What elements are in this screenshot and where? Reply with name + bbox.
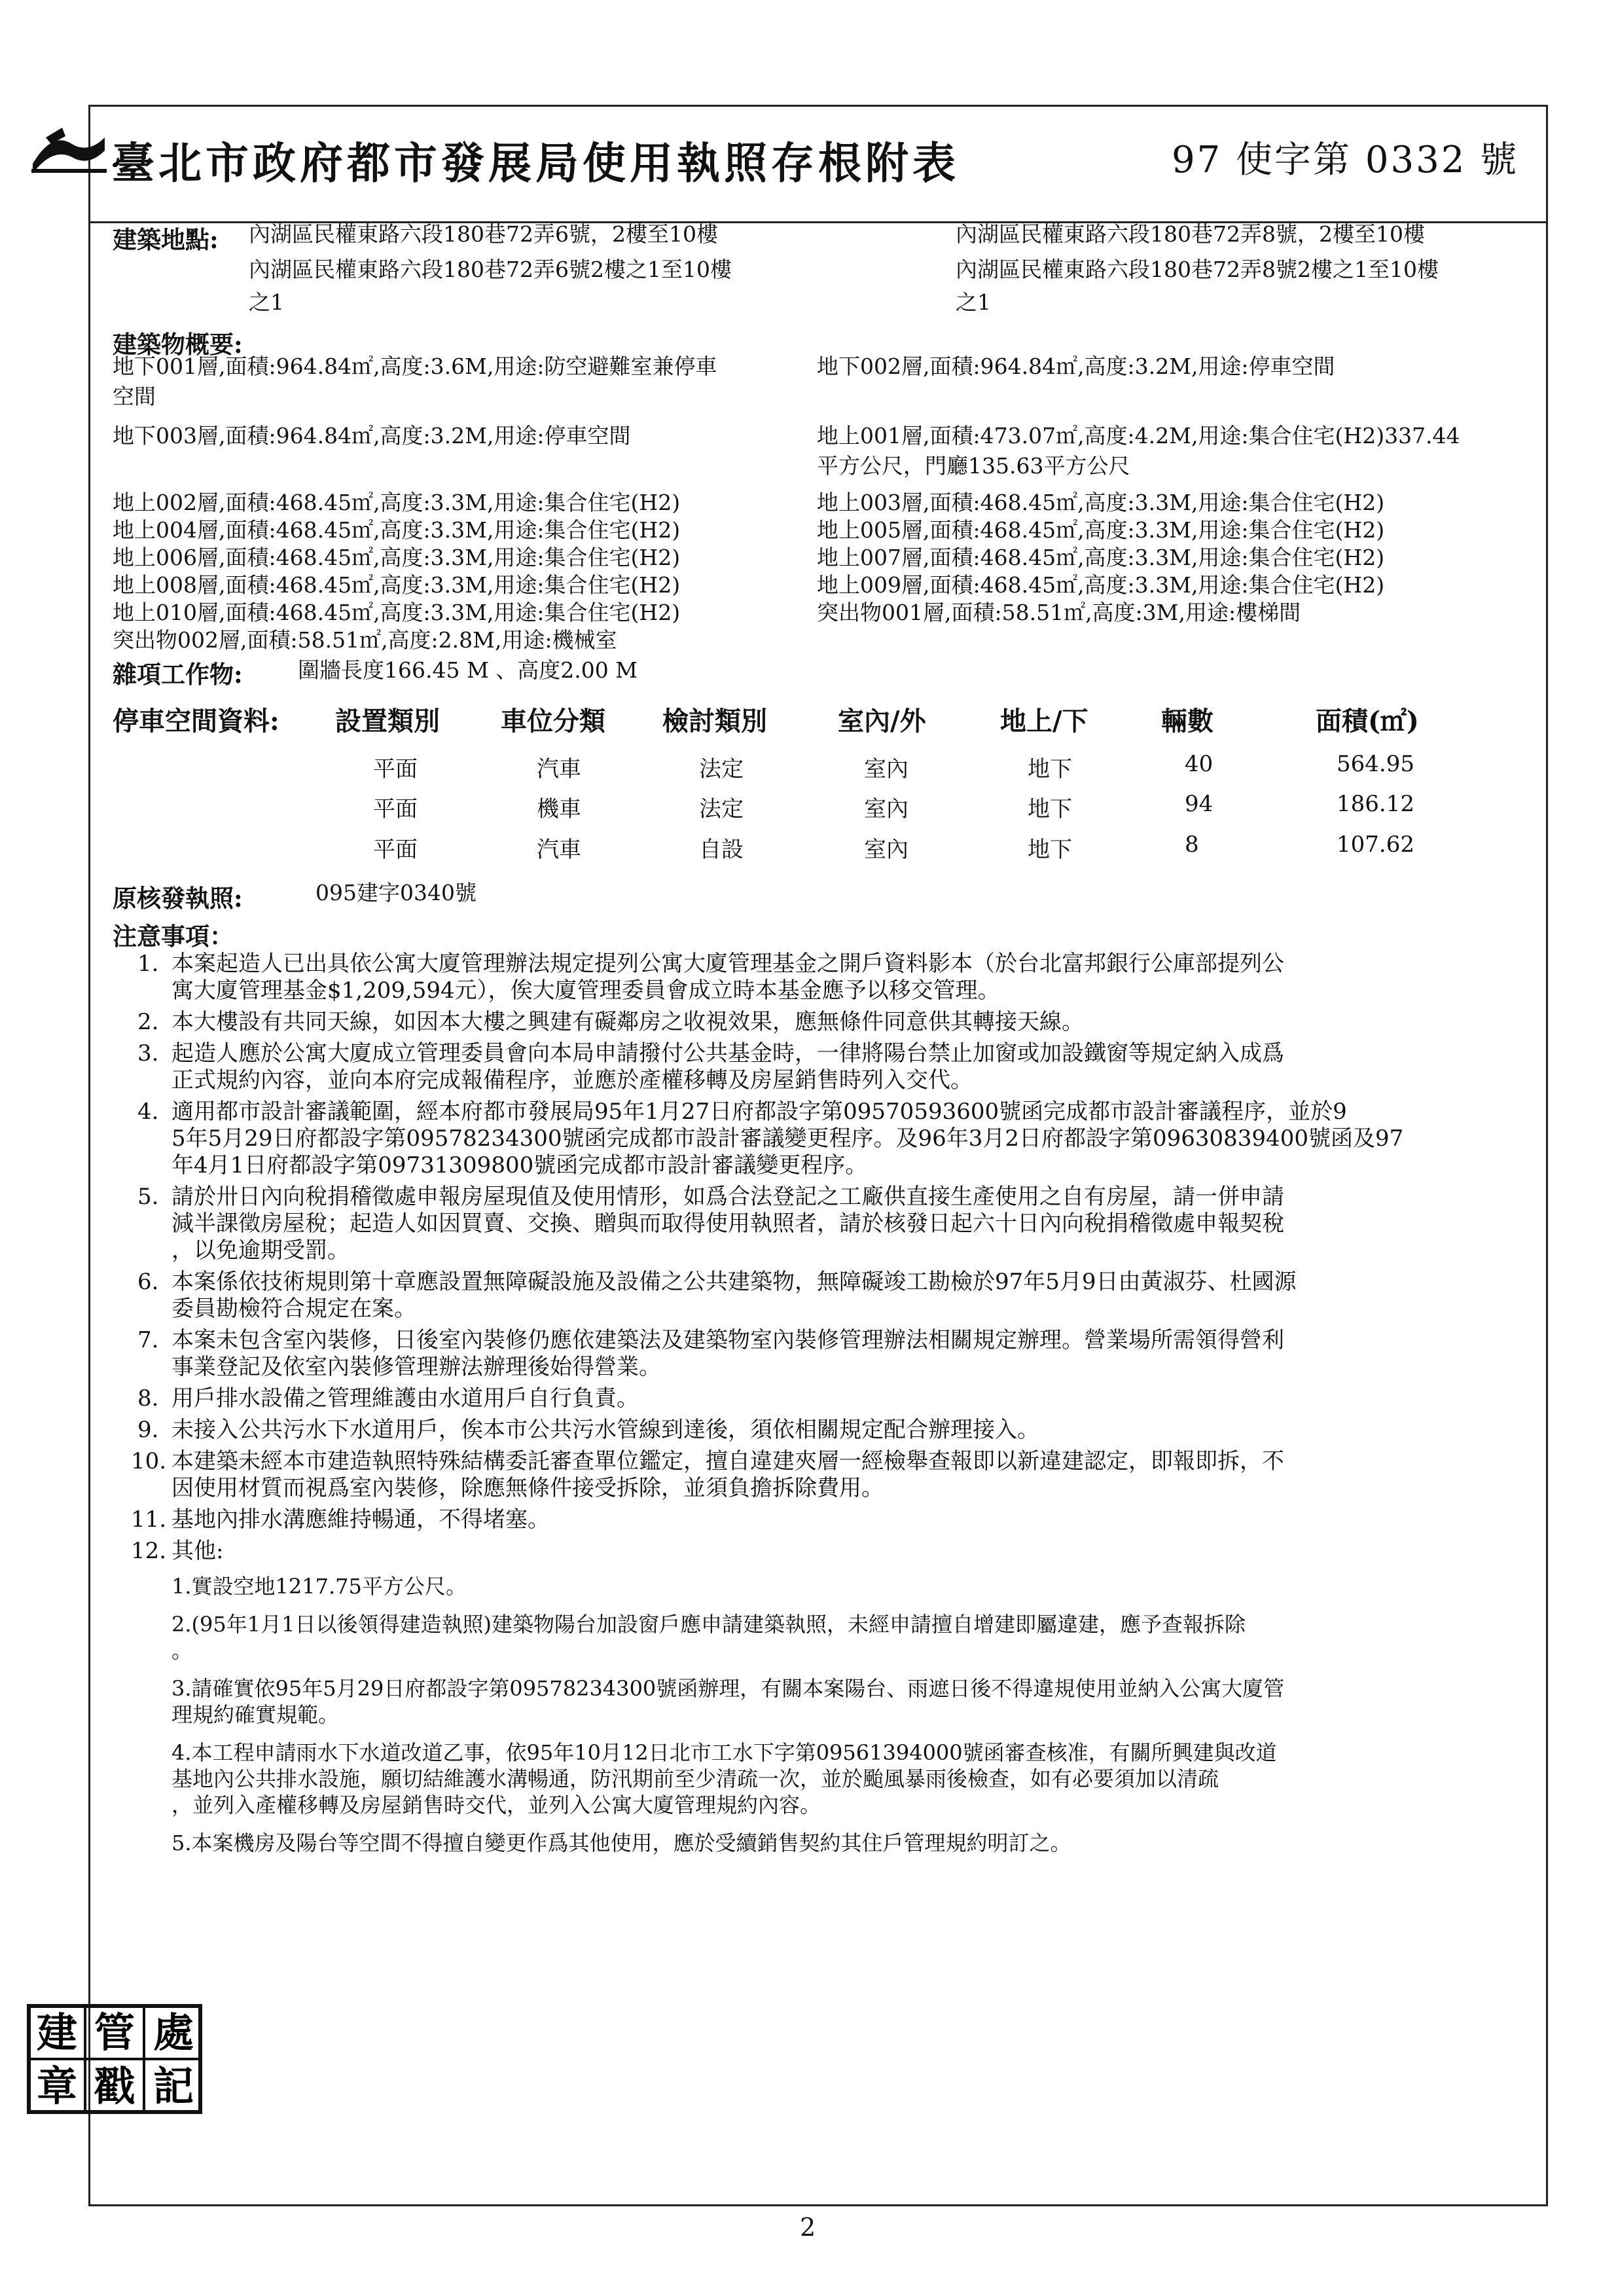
parking-cell: 平面 bbox=[373, 756, 418, 782]
official-seal-stamp bbox=[26, 2003, 203, 2115]
overview-label: 建築物概要: bbox=[113, 330, 243, 359]
note-line: 寓大廈管理基金$1,209,594元），俟大廈管理委員會成立時本基金應予以移交管理。 bbox=[171, 977, 1000, 1004]
note-number: 9. bbox=[137, 1417, 159, 1443]
note-line: 基地內排水溝應維持暢通，不得堵塞。 bbox=[171, 1506, 550, 1533]
other-note-line: 2.(95年1月1日以後領得建造執照)建築物陽台加設窗戶應申請建築執照，未經申請擅自增建即屬違建，應予查報拆除 bbox=[171, 1612, 1246, 1637]
overview-left: 地上002層,面積:468.45㎡,高度:3.3M,用途:集合住宅(H2) bbox=[113, 490, 681, 515]
parking-cell: 186.12 bbox=[1337, 791, 1414, 817]
other-note-line: 4.本工程申請雨水下水道改道乙事，依95年10月12日北市工水下字第09561394000號函審查核准，有關所興建與改道 bbox=[171, 1740, 1277, 1765]
other-note-line: ，並列入產權移轉及房屋銷售時交代，並列入公寓大廈管理規約內容。 bbox=[171, 1793, 821, 1817]
parking-cell: 地下 bbox=[1028, 756, 1072, 782]
parking-cell: 自設 bbox=[699, 837, 744, 863]
permit-number: 97 使字第 0332 號 bbox=[1172, 139, 1519, 181]
overview-right: 地上003層,面積:468.45㎡,高度:3.3M,用途:集合住宅(H2) bbox=[817, 490, 1385, 515]
parking-cell: 機車 bbox=[537, 796, 581, 822]
parking-cell: 汽車 bbox=[537, 756, 581, 782]
parking-cell: 地下 bbox=[1028, 796, 1072, 822]
overview-right: 突出物001層,面積:58.51㎡,高度:3M,用途:樓梯間 bbox=[817, 600, 1301, 625]
overview-left: 地上008層,面積:468.45㎡,高度:3.3M,用途:集合住宅(H2) bbox=[113, 572, 681, 598]
site-left-line: 內湖區民權東路六段180巷72弄6號2樓之1至10樓 bbox=[249, 257, 732, 282]
parking-cell: 94 bbox=[1185, 791, 1214, 817]
overview-left: 空間 bbox=[113, 384, 156, 409]
other-note-line: 。 bbox=[171, 1638, 193, 1663]
overview-left: 地上004層,面積:468.45㎡,高度:3.3M,用途:集合住宅(H2) bbox=[113, 517, 681, 543]
note-line: 起造人應於公寓大廈成立管理委員會向本局申請撥付公共基金時，一律將陽台禁止加窗或加設鐵窗等規定納入成爲 bbox=[171, 1040, 1284, 1066]
document-title: 臺北市政府都市發展局使用執照存根附表 bbox=[111, 137, 960, 189]
parking-cell: 564.95 bbox=[1337, 751, 1414, 777]
note-number: 6. bbox=[137, 1269, 159, 1295]
parking-header: 室內/外 bbox=[838, 706, 926, 737]
parking-cell: 地下 bbox=[1028, 837, 1072, 863]
overview-left: 地下001層,面積:964.84㎡,高度:3.6M,用途:防空避難室兼停車 bbox=[113, 354, 717, 379]
svg-text:管: 管 bbox=[94, 2009, 135, 2056]
parking-header: 車位分類 bbox=[501, 706, 605, 737]
note-line: 本案起造人已出具依公寓大廈管理辦法規定提列公寓大廈管理基金之開戶資料影本（於台北富邦銀行公庫部提列公 bbox=[171, 951, 1284, 977]
parking-header: 地上/下 bbox=[1000, 706, 1088, 737]
note-line: 請於卅日內向稅捐稽徵處申報房屋現值及使用情形，如爲合法登記之工廠供直接生產使用之自有房屋，請一併申請 bbox=[171, 1184, 1284, 1210]
overview-left: 地下003層,面積:964.84㎡,高度:3.2M,用途:停車空間 bbox=[113, 423, 631, 448]
original-permit-label: 原核發執照: bbox=[113, 884, 243, 913]
site-left-line: 之1 bbox=[249, 289, 284, 315]
other-note-line: 5.本案機房及陽台等空間不得擅自變更作爲其他使用，應於受續銷售契約其住戶管理規約明訂之。 bbox=[171, 1831, 1071, 1855]
overview-left: 地上006層,面積:468.45㎡,高度:3.3M,用途:集合住宅(H2) bbox=[113, 545, 681, 570]
note-number: 12. bbox=[131, 1538, 167, 1564]
note-line: 未接入公共污水下水道用戶，俟本市公共污水管線到達後，須依相關規定配合辦理接入。 bbox=[171, 1417, 1039, 1443]
parking-cell: 平面 bbox=[373, 796, 418, 822]
note-line: ，以免逾期受罰。 bbox=[171, 1237, 350, 1264]
svg-text:戳: 戳 bbox=[94, 2062, 135, 2110]
overview-right: 地上001層,面積:473.07㎡,高度:4.2M,用途:集合住宅(H2)337.44 bbox=[817, 423, 1460, 448]
overview-left: 地上010層,面積:468.45㎡,高度:3.3M,用途:集合住宅(H2) bbox=[113, 600, 681, 625]
svg-text:記: 記 bbox=[153, 2062, 194, 2110]
note-number: 10. bbox=[131, 1448, 167, 1474]
note-line: 本案係依技術規則第十章應設置無障礙設施及設備之公共建築物，無障礙竣工勘檢於97年5月9日由黃淑芬、杜國源 bbox=[171, 1269, 1297, 1295]
overview-left: 突出物002層,面積:58.51㎡,高度:2.8M,用途:機械室 bbox=[113, 627, 617, 653]
note-number: 4. bbox=[137, 1099, 159, 1125]
site-right-line: 內湖區民權東路六段180巷72弄8號，2樓至10樓 bbox=[956, 221, 1425, 247]
parking-cell: 室內 bbox=[864, 756, 908, 782]
parking-cell: 107.62 bbox=[1337, 831, 1414, 858]
note-line: 年4月1日府都設字第09731309800號函完成都市設計審議變更程序。 bbox=[171, 1152, 868, 1178]
other-note-line: 基地內公共排水設施，願切結維護水溝暢通，防汛期前至少清疏一次，並於颱風暴雨後檢查，如有必要須加以清疏 bbox=[171, 1766, 1219, 1791]
parking-cell: 室內 bbox=[864, 796, 908, 822]
note-line: 因使用材質而視爲室內裝修，除應無條件接受拆除，並須負擔拆除費用。 bbox=[171, 1475, 884, 1501]
note-line: 5年5月29日府都設字第09578234300號函完成都市設計審議變更程序。及96年3月2日府都設字第09630839400號函及97 bbox=[171, 1125, 1404, 1152]
notes-label: 注意事項： bbox=[113, 922, 234, 951]
page-number: 2 bbox=[800, 2213, 816, 2242]
parking-cell: 平面 bbox=[373, 837, 418, 863]
svg-text:建: 建 bbox=[36, 2009, 78, 2056]
site-right-line: 內湖區民權東路六段180巷72弄8號2樓之1至10樓 bbox=[956, 257, 1439, 282]
parking-header: 輛數 bbox=[1161, 706, 1214, 737]
parking-cell: 法定 bbox=[699, 756, 744, 782]
note-number: 7. bbox=[137, 1327, 159, 1353]
overview-right: 地上005層,面積:468.45㎡,高度:3.3M,用途:集合住宅(H2) bbox=[817, 517, 1385, 543]
note-line: 其他: bbox=[171, 1538, 224, 1564]
other-note-line: 3.請確實依95年5月29日府都設字第09578234300號函辦理，有關本案陽台、雨遮日後不得違規使用並納入公寓大廈管 bbox=[171, 1676, 1285, 1701]
parking-cell: 法定 bbox=[699, 796, 744, 822]
note-line: 本大樓設有共同天線，如因本大樓之興建有礙鄰房之收視效果，應無條件同意供其轉接天線。 bbox=[171, 1009, 1084, 1035]
note-line: 本建築未經本市建造執照特殊結構委託審查單位鑑定，擅自違建夾層一經檢舉查報即以新違建認定，即報即拆，不 bbox=[171, 1448, 1284, 1474]
parking-header: 檢討類別 bbox=[662, 706, 767, 737]
note-line: 事業登記及依室內裝修管理辦法辦理後始得營業。 bbox=[171, 1354, 661, 1380]
misc-label: 雜項工作物: bbox=[113, 660, 243, 689]
svg-text:章: 章 bbox=[36, 2062, 78, 2110]
site-right-line: 之1 bbox=[956, 289, 991, 315]
city-emblem-icon bbox=[26, 118, 111, 177]
overview-right: 地下002層,面積:964.84㎡,高度:3.2M,用途:停車空間 bbox=[817, 354, 1335, 379]
parking-cell: 汽車 bbox=[537, 837, 581, 863]
note-line: 適用都市設計審議範圍，經本府都市發展局95年1月27日府都設字第09570593600號函完成都市設計審議程序，並於9 bbox=[171, 1099, 1347, 1125]
parking-cell: 室內 bbox=[864, 837, 908, 863]
note-line: 正式規約內容，並向本府完成報備程序，並應於產權移轉及房屋銷售時列入交代。 bbox=[171, 1067, 973, 1093]
overview-right: 平方公尺，門廳135.63平方公尺 bbox=[817, 453, 1130, 479]
site-label: 建築地點: bbox=[113, 225, 219, 254]
parking-cell: 40 bbox=[1185, 751, 1214, 777]
other-note-line: 1.實設空地1217.75平方公尺。 bbox=[171, 1574, 467, 1599]
note-line: 委員勘檢符合規定在案。 bbox=[171, 1296, 416, 1322]
svg-text:處: 處 bbox=[153, 2009, 194, 2056]
parking-header: 面積(㎡) bbox=[1316, 706, 1419, 737]
original-permit-value: 095建字0340號 bbox=[315, 880, 476, 905]
note-number: 1. bbox=[137, 951, 159, 977]
note-number: 8. bbox=[137, 1385, 159, 1412]
site-left-line: 內湖區民權東路六段180巷72弄6號，2樓至10樓 bbox=[249, 221, 718, 247]
note-line: 用戶排水設備之管理維護由水道用戶自行負責。 bbox=[171, 1385, 639, 1412]
note-number: 3. bbox=[137, 1040, 159, 1066]
parking-header: 設置類別 bbox=[335, 706, 440, 737]
note-number: 2. bbox=[137, 1009, 159, 1035]
parking-cell: 8 bbox=[1185, 831, 1199, 858]
misc-value: 圍牆長度166.45 M 、高度2.00 M bbox=[298, 657, 638, 683]
note-number: 11. bbox=[131, 1506, 167, 1533]
note-number: 5. bbox=[137, 1184, 159, 1210]
overview-right: 地上009層,面積:468.45㎡,高度:3.3M,用途:集合住宅(H2) bbox=[817, 572, 1385, 598]
note-line: 本案未包含室內裝修，日後室內裝修仍應依建築法及建築物室內裝修管理辦法相關規定辦理。營業場所需領得營利 bbox=[171, 1327, 1284, 1353]
parking-label: 停車空間資料: bbox=[113, 706, 279, 737]
other-note-line: 理規約確實規範。 bbox=[171, 1702, 340, 1727]
overview-right: 地上007層,面積:468.45㎡,高度:3.3M,用途:集合住宅(H2) bbox=[817, 545, 1385, 570]
note-line: 減半課徵房屋稅；起造人如因買賣、交換、贈與而取得使用執照者，請於核發日起六十日內向稅捐稽徵處申報契稅 bbox=[171, 1211, 1284, 1237]
